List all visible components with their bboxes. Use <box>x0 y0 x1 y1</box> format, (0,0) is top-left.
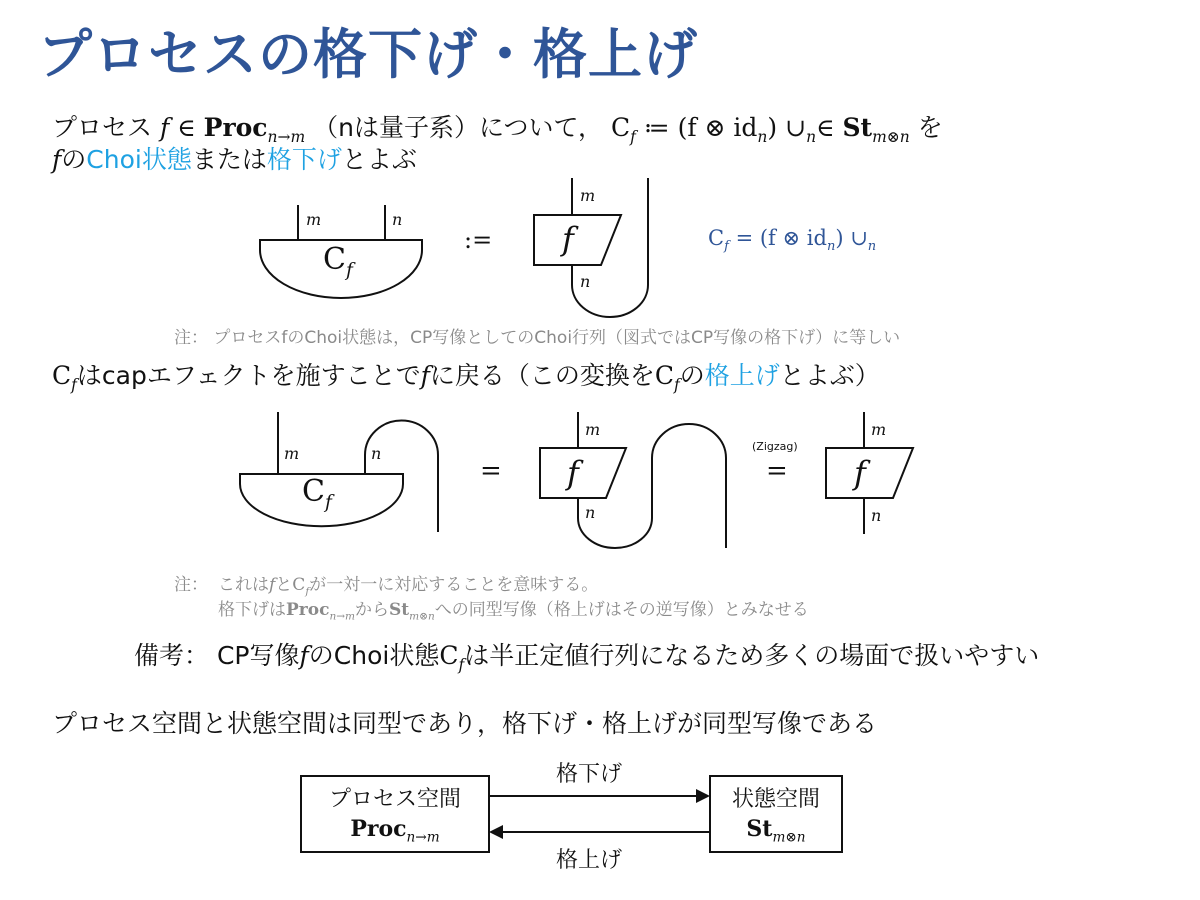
cap-line <box>52 356 880 394</box>
st-sym-sub: m⊗n <box>772 829 806 846</box>
note2-st-sub: m⊗n <box>409 610 435 623</box>
isomorphism-statement: プロセス空間と状態空間は同型であり，格下げ・格上げが同型写像である <box>52 709 878 738</box>
downgrade-label: 格下げ <box>556 762 623 787</box>
d1-wire-n: n <box>392 210 403 229</box>
cap-d: の <box>679 361 705 390</box>
cap-b: に戻る（この変換を <box>429 361 655 390</box>
d2-cf-label <box>302 474 332 513</box>
note-1: 注： プロセスfのChoi状態は，CP写像としてのChoi行列（図式ではCP写像の格下げ）に等しい <box>174 328 901 348</box>
d1-formula-rest: = (f ⊗ id <box>728 226 827 250</box>
process-space-title: プロセス空間 <box>328 787 461 812</box>
state-space-symbol <box>710 816 842 845</box>
d2-cf-sub: f <box>324 492 332 513</box>
cap-e: とよぶ） <box>779 361 880 390</box>
remark-d: は半正定値行列になるため多くの場面で扱いやすい <box>464 641 1040 670</box>
cap-f: f <box>420 361 430 390</box>
def-cup: ) ∪ <box>767 113 807 142</box>
def-st-sub: m⊗n <box>872 128 910 146</box>
note2-a: これは <box>218 575 269 595</box>
def-assign: ≔ (f ⊗ id <box>635 113 758 142</box>
upgrade-arrowhead <box>489 825 503 839</box>
def2-no: の <box>61 145 87 174</box>
upgrade-label: 格上げ <box>556 848 623 873</box>
d2-right-m: m <box>871 420 887 439</box>
d1-formula-end: ) ∪ <box>835 226 868 250</box>
proc-sym: Proc <box>350 816 407 842</box>
d2-mid-m: m <box>585 420 601 439</box>
remark-f: f <box>299 641 309 670</box>
d1-cf-label <box>323 242 353 281</box>
note2-proc-sub: n→m <box>329 610 356 623</box>
d1-cf-sub: f <box>345 260 353 281</box>
process-space-symbol <box>301 816 489 845</box>
def-st: St <box>842 113 873 142</box>
st-sym: St <box>746 816 773 842</box>
note-2-line-2 <box>218 595 809 622</box>
note2-proc: Proc <box>286 600 330 620</box>
def-cf-sub: f <box>630 128 636 146</box>
cap-kakuage: 格上げ <box>704 361 780 390</box>
note2-l2-c: への同型写像（格上げはその逆写像）とみなせる <box>434 600 809 620</box>
slide-title: プロセスの格下げ・格上げ <box>38 23 698 86</box>
d1-assign-symbol: := <box>464 226 493 254</box>
def-id-sub: n <box>757 128 768 146</box>
d2-zigzag-label: (Zigzag) <box>752 440 798 453</box>
d2-f2-label: f <box>854 454 866 492</box>
def2-toyobu: とよぶ <box>341 145 417 174</box>
d1-rhs-m: m <box>580 186 596 205</box>
d2-wire-m: m <box>284 444 300 463</box>
note-2-line-1 <box>218 570 598 597</box>
cap-a: はcapエフェクトを施すことで <box>76 361 421 390</box>
d1-formula-sub: f <box>724 239 729 255</box>
def-cf: C <box>610 113 631 142</box>
note2-l2-a: 格下げは <box>218 600 286 620</box>
remark-c: C <box>439 641 459 670</box>
cap-c: C <box>52 361 72 390</box>
def2-mataha: または <box>191 145 267 174</box>
def-f: f <box>159 113 170 142</box>
def-st-elem: ∈ <box>816 113 843 142</box>
def2-kakusage: 格下げ <box>266 145 342 174</box>
diagram2-f-plain <box>826 412 913 534</box>
remark <box>134 636 1039 674</box>
remark-label: 備考： <box>134 641 210 670</box>
d1-formula-cup-sub: n <box>867 239 877 255</box>
note2-f: f <box>269 575 276 595</box>
note2-c: C <box>292 575 306 595</box>
cap-c2-sub: f <box>674 376 680 394</box>
def-wo: を <box>909 113 943 142</box>
remark-b: のChoi状態 <box>308 641 440 670</box>
note2-d: が一対一に対応することを意味する。 <box>309 575 599 595</box>
def-proc: Proc <box>203 113 268 142</box>
note-2-prefix: 注： <box>174 575 208 595</box>
proc-sym-sub: n→m <box>406 829 440 846</box>
d1-f-label: f <box>562 220 574 258</box>
diagram2-cf-with-cap <box>240 412 438 532</box>
d2-f-label: f <box>567 454 579 492</box>
d2-cf-c: C <box>302 474 325 509</box>
remark-c-sub: f <box>458 656 465 674</box>
d1-formula <box>708 226 876 254</box>
downgrade-arrowhead <box>696 789 710 803</box>
d2-mid-n: n <box>585 503 596 522</box>
def-text-process: プロセス <box>52 113 153 142</box>
d2-wire-n: n <box>371 444 382 463</box>
cap-c-sub: f <box>71 376 77 394</box>
cap-c2: C <box>654 361 674 390</box>
d2-eq2: = <box>766 456 788 486</box>
d1-cf-c: C <box>323 242 346 277</box>
def2-choi-state: Choi状態 <box>86 145 192 174</box>
d1-formula-id-sub: n <box>826 239 836 255</box>
d1-rhs-n: n <box>580 272 591 291</box>
d1-wire-m: m <box>306 210 322 229</box>
note2-l2-b: から <box>355 600 390 620</box>
d1-formula-c: C <box>708 226 725 250</box>
d2-right-n: n <box>871 506 882 525</box>
note2-b: と <box>275 575 293 595</box>
note2-c-sub: f <box>305 585 310 598</box>
def-elem: ∈ <box>169 113 204 142</box>
def-paren: （nは量子系）について， <box>313 113 603 142</box>
note2-st: St <box>389 600 410 620</box>
d2-eq1: = <box>480 456 502 486</box>
def-cup-sub: n <box>806 128 817 146</box>
state-space-title: 状態空間 <box>731 787 820 812</box>
def-proc-sub: n→m <box>267 128 306 146</box>
def2-f: f <box>52 145 62 174</box>
remark-a: CP写像 <box>216 641 300 670</box>
